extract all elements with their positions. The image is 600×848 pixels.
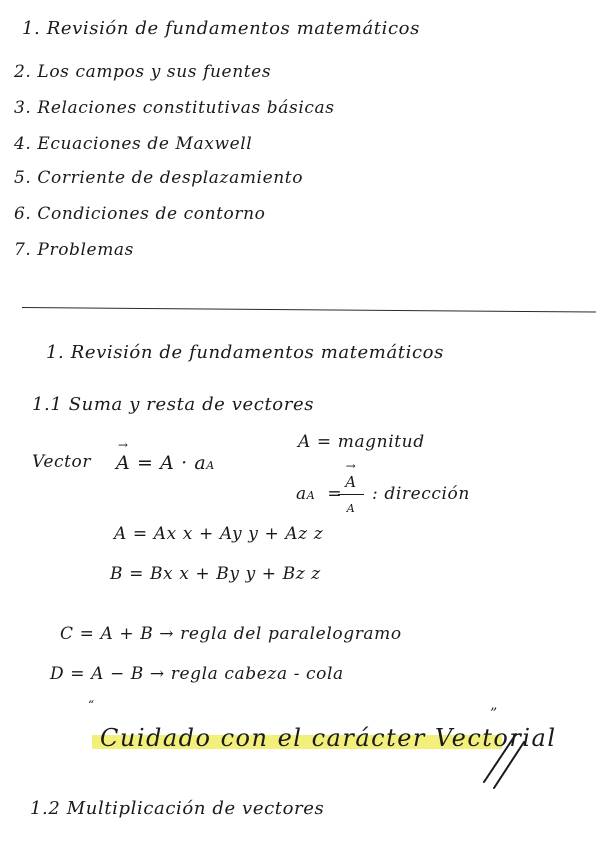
equation-b-components: B = Bx x + By y + Bz z (110, 564, 321, 584)
vector-a-symbol: → A (116, 452, 130, 474)
fraction-denominator: A (346, 502, 356, 515)
toc-item-3: 3. Relaciones constitutivas básicas (14, 98, 335, 118)
equation-d-difference: D = A − B → regla cabeza - cola (50, 664, 344, 684)
warning-text: Cuidado con el carácter Vectorial (100, 724, 557, 752)
section-1-2-heading: 1.2 Multiplicación de vectores (30, 798, 325, 819)
toc-item-6: 6. Condiciones de contorno (14, 204, 266, 224)
equation-c-sum: C = A + B → regla del paralelogramo (60, 624, 402, 644)
page1-title: 1. Revisión de fundamentos matemáticos (22, 18, 420, 39)
vector-definition (116, 452, 215, 474)
section-1-1-heading: 1.1 Suma y resta de vectores (32, 394, 315, 415)
toc-item-7: 7. Problemas (14, 240, 134, 260)
magnitude-note: A = magnitud (298, 432, 425, 452)
emphasis-slash-marks (478, 726, 528, 796)
unit-vector-subscript: A (306, 489, 316, 502)
page2-title: 1. Revisión de fundamentos matemáticos (46, 342, 444, 363)
toc-item-5: 5. Corriente de desplazamiento (14, 168, 304, 188)
direction-fraction (338, 472, 364, 515)
toc-item-4: 4. Ecuaciones de Maxwell (14, 134, 253, 154)
unit-vector-symbol: a (296, 484, 307, 504)
vector-definition-rhs: = A · a (136, 452, 207, 474)
vector-label: Vector (32, 452, 92, 472)
direction-unit-vector (296, 484, 342, 504)
page-divider (22, 307, 596, 313)
emphasis-slash-2 (494, 742, 524, 788)
emphasis-slash-1 (484, 734, 516, 782)
quote-open: “ (88, 698, 95, 712)
fraction-numerator: → A (345, 473, 356, 491)
toc-item-2: 2. Los campos y sus fuentes (14, 62, 272, 82)
direction-note: : dirección (372, 484, 470, 504)
direction-equals: = (327, 484, 343, 504)
quote-close: ” (490, 706, 498, 722)
equation-a-components: A = Ax x + Ay y + Az z (114, 524, 324, 544)
vector-definition-subscript: A (206, 459, 215, 472)
fraction-bar (338, 494, 364, 495)
